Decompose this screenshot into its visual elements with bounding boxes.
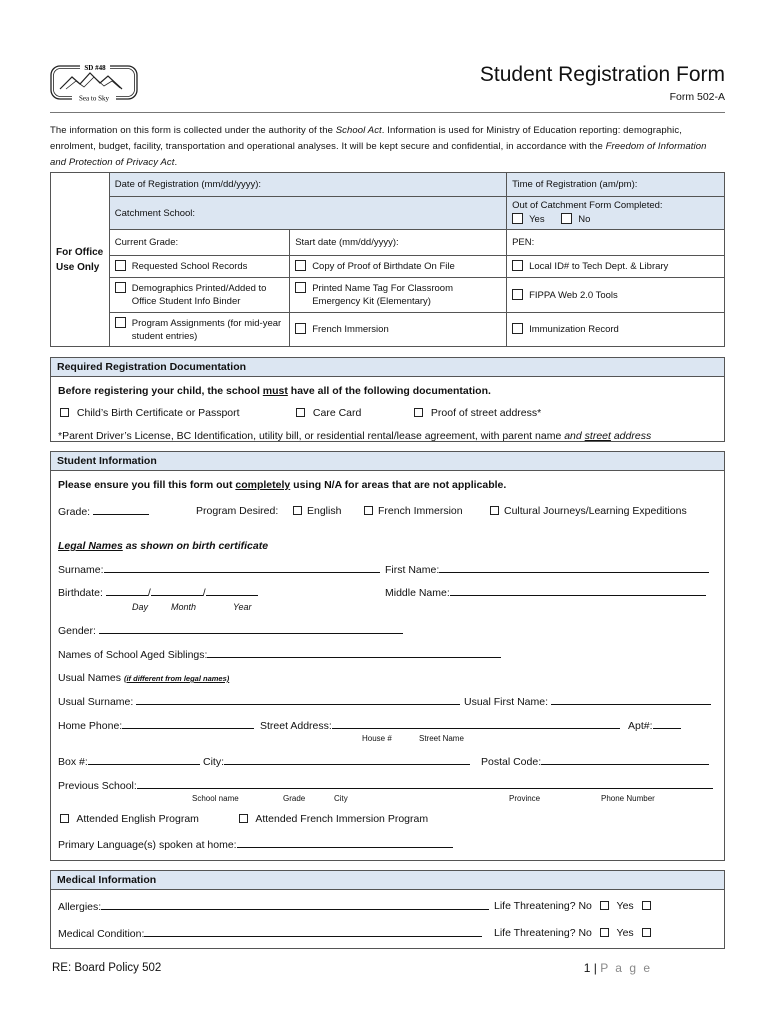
medical-info-heading: Medical Information: [51, 871, 724, 890]
ps-province-caption: Province: [509, 794, 541, 803]
gender-field[interactable]: Gender:: [58, 624, 403, 637]
program-french-checkbox[interactable]: [364, 506, 373, 515]
office-use-table: [50, 172, 725, 347]
ps-grade-caption: Grade: [283, 794, 306, 803]
allergies-no-checkbox[interactable]: [600, 901, 609, 910]
care-card-checkbox[interactable]: [296, 408, 305, 417]
program-assignments-label: Program Assignments (for mid-year student entries): [131, 317, 282, 342]
fippa-checkbox[interactable]: [512, 289, 523, 300]
usual-names-heading: Usual Names (if different from legal names): [58, 672, 230, 684]
demographics-checkbox[interactable]: [115, 282, 126, 293]
program-cultural-option[interactable]: Cultural Journeys/Learning Expeditions: [488, 505, 687, 517]
current-grade[interactable]: Current Grade:: [109, 230, 289, 256]
attended-french-option[interactable]: Attended French Immersion Program: [237, 813, 428, 825]
student-info-heading: Student Information: [51, 452, 724, 471]
grade-field[interactable]: Grade:: [58, 505, 149, 518]
district-logo: [50, 62, 138, 102]
program-english-checkbox[interactable]: [293, 506, 302, 515]
house-caption: House #: [362, 734, 392, 743]
local-id-label: Local ID# to Tech Dept. & Library: [529, 261, 669, 272]
required-docs-instruction: Before registering your child, the school must have all of the following documentation.: [58, 385, 491, 397]
intro-paragraph: The information on this form is collected under the authority of the School Act. Information is used for Ministry of Education reporting: demographic, enrolment, budget, facility, transportation and operational analyses. It will be kept secure and confidential, in accordance with the Freedom of Information and Protection of Privacy Act.: [50, 125, 707, 168]
footer-policy: RE: Board Policy 502: [52, 962, 162, 974]
requested-records-label: Requested School Records: [131, 261, 248, 272]
page-word: P a g e: [600, 961, 652, 975]
logo-top-text: SD #48: [84, 64, 106, 72]
date-of-registration[interactable]: Date of Registration (mm/dd/yyyy):: [109, 173, 506, 197]
french-immersion-label: French Immersion: [312, 324, 389, 335]
program-desired-label: Program Desired:: [196, 505, 279, 517]
condition-no-checkbox[interactable]: [600, 928, 609, 937]
required-docs-note: *Parent Driver’s License, BC Identification, utility bill, or residential rental/lease agreement, with parent name and street address: [58, 430, 652, 442]
french-immersion-checkbox[interactable]: [295, 323, 306, 334]
first-name-field[interactable]: First Name:: [385, 563, 709, 576]
required-docs-section: [50, 357, 725, 442]
attended-english-option[interactable]: Attended English Program: [58, 813, 199, 825]
street-address-field[interactable]: Street Address:: [260, 719, 620, 732]
attended-french-checkbox[interactable]: [239, 814, 248, 823]
allergies-life-threatening: Life Threatening? No Yes: [494, 900, 656, 912]
catchment-yes-checkbox[interactable]: [512, 213, 523, 224]
catchment-no-checkbox[interactable]: [561, 213, 572, 224]
out-of-catchment-label: Out of Catchment Form Completed:: [512, 200, 663, 211]
previous-school-field[interactable]: Previous School:: [58, 779, 713, 792]
program-english-option[interactable]: English: [291, 505, 341, 517]
requested-records-checkbox[interactable]: [115, 260, 126, 271]
out-of-catchment-cell: [507, 197, 725, 230]
proof-address-checkbox[interactable]: [414, 408, 423, 417]
usual-surname-field[interactable]: Usual Surname:: [58, 695, 460, 708]
name-tag-label: Printed Name Tag For Classroom Emergency Kit (Elementary): [312, 283, 453, 307]
office-use-label: For Office Use Only: [51, 173, 110, 347]
time-of-registration[interactable]: Time of Registration (am/pm):: [507, 173, 725, 197]
proof-address-option[interactable]: Proof of street address*: [412, 407, 541, 419]
program-assignments-checkbox[interactable]: [115, 317, 126, 328]
ps-phone-caption: Phone Number: [601, 794, 655, 803]
month-caption: Month: [171, 602, 197, 612]
name-tag-checkbox[interactable]: [295, 282, 306, 293]
attended-english-checkbox[interactable]: [60, 814, 69, 823]
apt-field[interactable]: Apt#:: [628, 719, 681, 732]
local-id-checkbox[interactable]: [512, 260, 523, 271]
siblings-field[interactable]: Names of School Aged Siblings:: [58, 648, 501, 661]
birth-certificate-option[interactable]: Child’s Birth Certificate or Passport: [58, 407, 240, 419]
care-card-option[interactable]: Care Card: [294, 407, 361, 419]
immunization-checkbox[interactable]: [512, 323, 523, 334]
street-name-caption: Street Name: [419, 734, 464, 743]
medical-info-section: [50, 870, 725, 949]
condition-yes-checkbox[interactable]: [642, 928, 651, 937]
form-number: Form 502-A: [669, 91, 725, 103]
catchment-no-label: No: [578, 214, 591, 225]
year-caption: Year: [233, 602, 252, 612]
postal-code-field[interactable]: Postal Code:: [481, 755, 709, 768]
start-date[interactable]: Start date (mm/dd/yyyy):: [290, 230, 507, 256]
legal-names-heading: Legal Names as shown on birth certificate: [58, 540, 269, 552]
program-french-option[interactable]: French Immersion: [362, 505, 463, 517]
proof-birthdate-label: Copy of Proof of Birthdate On File: [312, 261, 455, 272]
ps-school-name-caption: School name: [192, 794, 239, 803]
required-docs-heading: Required Registration Documentation: [51, 358, 724, 377]
city-field[interactable]: City:: [203, 755, 470, 768]
day-caption: Day: [132, 602, 149, 612]
demographics-label: Demographics Printed/Added to Office Student Info Binder: [131, 283, 267, 307]
home-phone-field[interactable]: Home Phone:: [58, 719, 254, 732]
logo-bottom-text: Sea to Sky: [79, 94, 109, 102]
middle-name-field[interactable]: Middle Name:: [385, 586, 706, 599]
proof-birthdate-checkbox[interactable]: [295, 260, 306, 271]
form-title: Student Registration Form: [479, 63, 725, 86]
condition-life-threatening: Life Threatening? No Yes: [494, 927, 656, 939]
usual-first-name-field[interactable]: Usual First Name:: [464, 695, 711, 708]
program-cultural-checkbox[interactable]: [490, 506, 499, 515]
surname-field[interactable]: Surname:: [58, 563, 380, 576]
birth-certificate-checkbox[interactable]: [60, 408, 69, 417]
page-number: 1: [583, 961, 591, 975]
fippa-label: FIPPA Web 2.0 Tools: [529, 289, 618, 301]
student-info-instruction: Please ensure you fill this form out completely using N/A for areas that are not applicable.: [58, 479, 507, 491]
catchment-yes-label: Yes: [529, 214, 545, 225]
header-divider: [50, 112, 725, 113]
immunization-label: Immunization Record: [529, 324, 619, 335]
ps-city-caption: City: [334, 794, 348, 803]
student-info-section: [50, 451, 725, 861]
footer-page: 1 | P a g e: [583, 961, 652, 975]
birthdate-field[interactable]: Birthdate: / /: [58, 586, 258, 599]
primary-language-field[interactable]: Primary Language(s) spoken at home:: [58, 838, 453, 851]
allergies-field[interactable]: Allergies:: [58, 900, 489, 913]
box-field[interactable]: Box #:: [58, 755, 200, 768]
allergies-yes-checkbox[interactable]: [642, 901, 651, 910]
medical-condition-field[interactable]: Medical Condition:: [58, 927, 482, 940]
catchment-school[interactable]: Catchment School:: [109, 197, 506, 230]
pen[interactable]: PEN:: [507, 230, 725, 256]
